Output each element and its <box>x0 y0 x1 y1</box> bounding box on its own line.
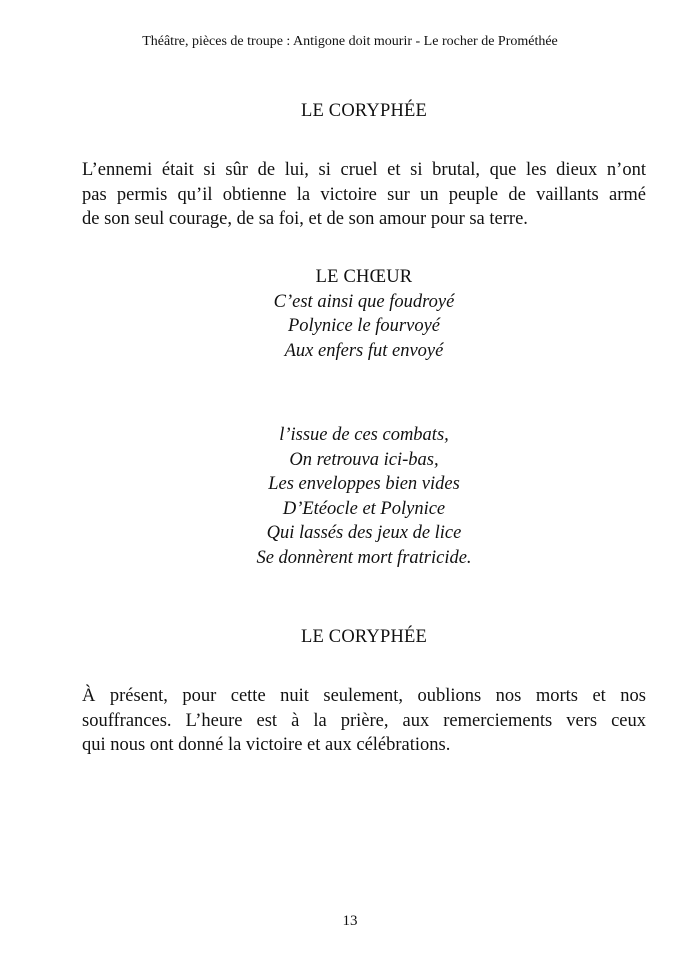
prose-line: de son seul courage, de sa foi, et de son amour pour sa terre. <box>82 209 528 229</box>
verse-line: On retrouva ici-bas, <box>289 449 439 470</box>
verse-line: Les enveloppes bien vides <box>268 474 460 494</box>
prose-line: À présent, pour cette nuit seulement, oublions nos morts et nos <box>82 686 646 706</box>
speech-coryphee-2 <box>82 684 646 758</box>
prose-line: souffrances. L’heure est à la prière, aux remerciements vers ceux <box>82 710 646 731</box>
verse-line: D’Etéocle et Polynice <box>282 498 446 519</box>
speaker-heading-choeur: LE CHŒUR <box>315 267 413 287</box>
speech-coryphee-1 <box>82 158 646 232</box>
verse-line: Qui lassés des jeux de lice <box>266 523 462 543</box>
prose-line: qui nous ont donné la victoire et aux célébrations. <box>82 735 451 755</box>
verse-line: l’issue de ces combats, <box>279 425 449 445</box>
chorus-stanza-1 <box>82 265 646 363</box>
chorus-stanza-2 <box>82 423 646 570</box>
prose-line: pas permis qu’il obtienne la victoire sur un peuple de vaillants armé <box>82 184 646 205</box>
speaker-heading-coryphee-1: LE CORYPHÉE <box>300 101 428 121</box>
prose-line: L’ennemi était si sûr de lui, si cruel et si brutal, que les dieux n’ont <box>82 160 646 180</box>
verse-line: Aux enfers fut envoyé <box>284 340 444 361</box>
verse-line: Se donnèrent mort fratricide. <box>256 547 472 568</box>
verse-line: C’est ainsi que foudroyé <box>273 291 455 312</box>
page-number: 13 <box>342 913 358 929</box>
speaker-heading-coryphee-2: LE CORYPHÉE <box>300 627 428 647</box>
running-header: Théâtre, pièces de troupe : Antigone doit mourir - Le rocher de Prométhée <box>142 34 558 49</box>
verse-line: Polynice le fourvoyé <box>287 316 441 336</box>
